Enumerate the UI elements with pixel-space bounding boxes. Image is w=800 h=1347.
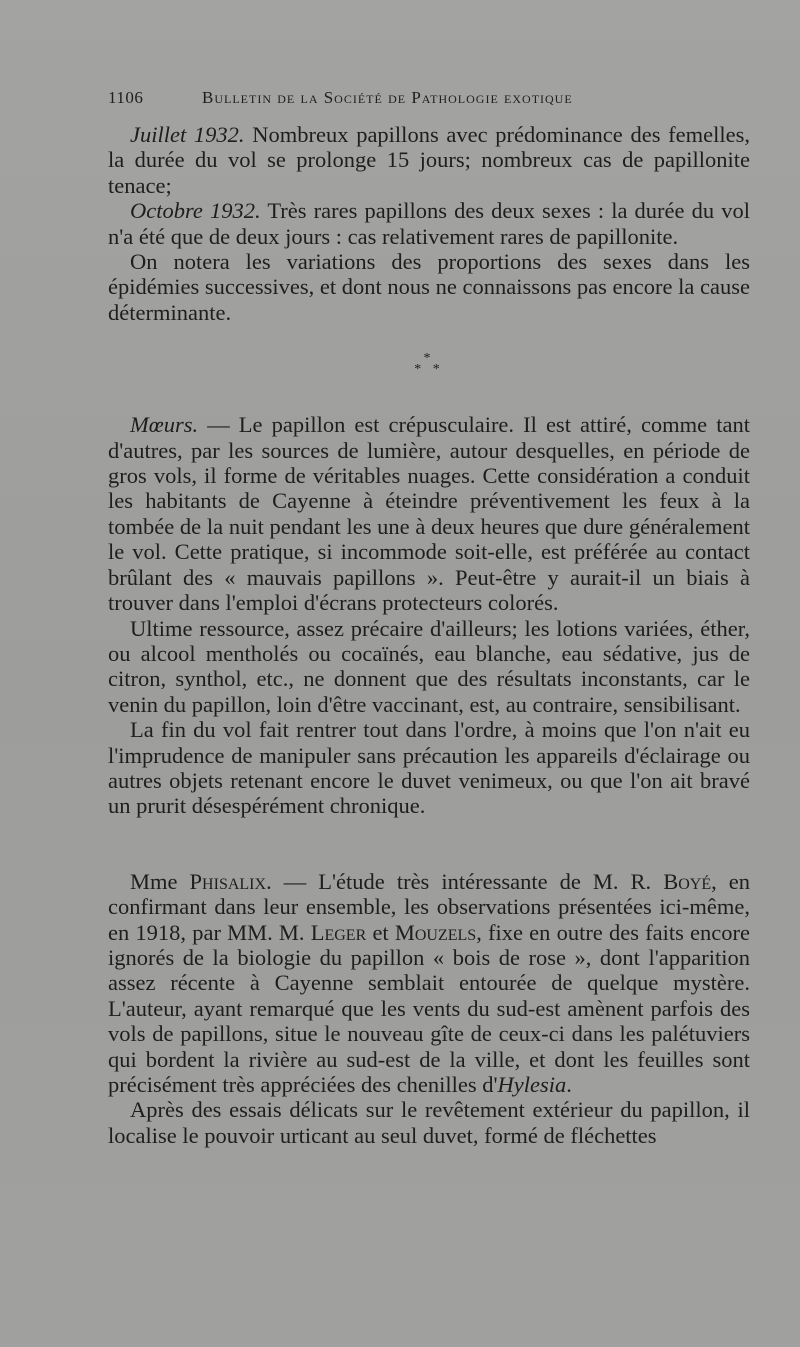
mme-prefix: Mme [130,868,190,894]
section-gap [108,819,750,869]
author-leger: Leger [310,919,367,945]
author-mouzels: Mouzels [394,919,477,945]
paragraph-variations: On notera les variations des proportions des sexes dans les épidémies successives, et dont nous ne connaissons pas encore la cause déterminante. [108,249,750,325]
phisalix-text-4: , fixe en outre des faits encore ignorés de la biologie du papillon « bois de rose », dont l'apparition assez récente à Cayenne semblait entourée de quelque mystère. L'auteur, ayant remarqué que les vents du sud-est amènent parfois des vols de papillons, situe le nouveau gîte de ceux-ci dans les palétuviers qui bordent la rivière au sud-est de la ville, et dont les feuilles sont précisément très appréciées des chenilles d' [108,919,750,1097]
phisalix-text-2: , en confirmant dans leur ensemble, les observations présentées ici-même, en 1918, par MM. M. [108,868,750,945]
paragraph-moeurs-text: — Le papillon est crépusculaire. Il est attiré, comme tant d'autres, par les sources de lumière, autour desquelles, en période de gros vols, il forme de véritables nuages. Cette considération a conduit les habitants de Cayenne à éteindre préventivement les feux à la tombée de la nuit pendant les une à deux heures que dure généralement le vol. Cette pratique, si incommode soit-elle, est préférée au contact brûlant des « mauvais papillons ». Peut-être y aurait-il un biais à trouver dans l'emploi d'écrans protecteurs colorés. [108,412,750,616]
author-phisalix: Phisalix [189,868,267,894]
date-octobre: Octobre 1932. [130,198,261,224]
author-boye: Boyé [663,868,712,894]
paragraph-phisalix [108,869,750,1098]
phisalix-text-3: et [366,919,395,945]
page-number: 1106 [108,88,144,107]
running-title: Bulletin de la Société de Pathologie exotique [202,88,573,107]
paragraph-fin-du-vol: La fin du vol fait rentrer tout dans l'ordre, à moins que l'on n'ait eu l'imprudence de manipuler sans précaution les appareils d'éclairage ou autres objets retenant encore le duvet venimeux, ou que l'on ait bravé un prurit désespérément chronique. [108,717,750,819]
section-separator [108,351,750,378]
paragraph-juillet-text: Nombreux papillons avec prédominance des femelles, la durée du vol se prolonge 15 jours; nombreux cas de papillonite tenace; [108,122,750,198]
paragraph-apres: Après des essais délicats sur le revêtement extérieur du papillon, il localise le pouvoir urticant au seul duvet, formé de fléchettes [108,1097,750,1148]
paragraph-ultime: Ultime ressource, assez précaire d'ailleurs; les lotions variées, éther, ou alcool mentholés ou cocaïnés, eau blanche, eau sédative, jus de citron, synthol, etc., ne donnent que des résultats inconstants, car le venin du papillon, loin d'être vaccinant, est, au contraire, sensibilisant. [108,615,750,717]
date-juillet: Juillet 1932. [130,122,245,147]
paragraph-moeurs [108,412,750,615]
paragraph-juillet [108,122,750,198]
phisalix-text-1: . — L'étude très intéressante de M. R. [266,868,664,894]
paragraph-octobre-text: Très rares papillons des deux sexes : la durée du vol n'a été que de deux jours : cas relativement rares de papillonite. [108,198,750,249]
paragraph-octobre [108,198,750,249]
article-body [108,122,750,1148]
running-header [108,88,668,108]
genus-hylesia: Hylesia [497,1072,567,1097]
separator-star-top: * [423,351,435,367]
heading-moeurs: Mœurs. [130,412,199,438]
phisalix-text-5: . [566,1072,572,1097]
separator-stars-bottom: * * [414,362,444,378]
